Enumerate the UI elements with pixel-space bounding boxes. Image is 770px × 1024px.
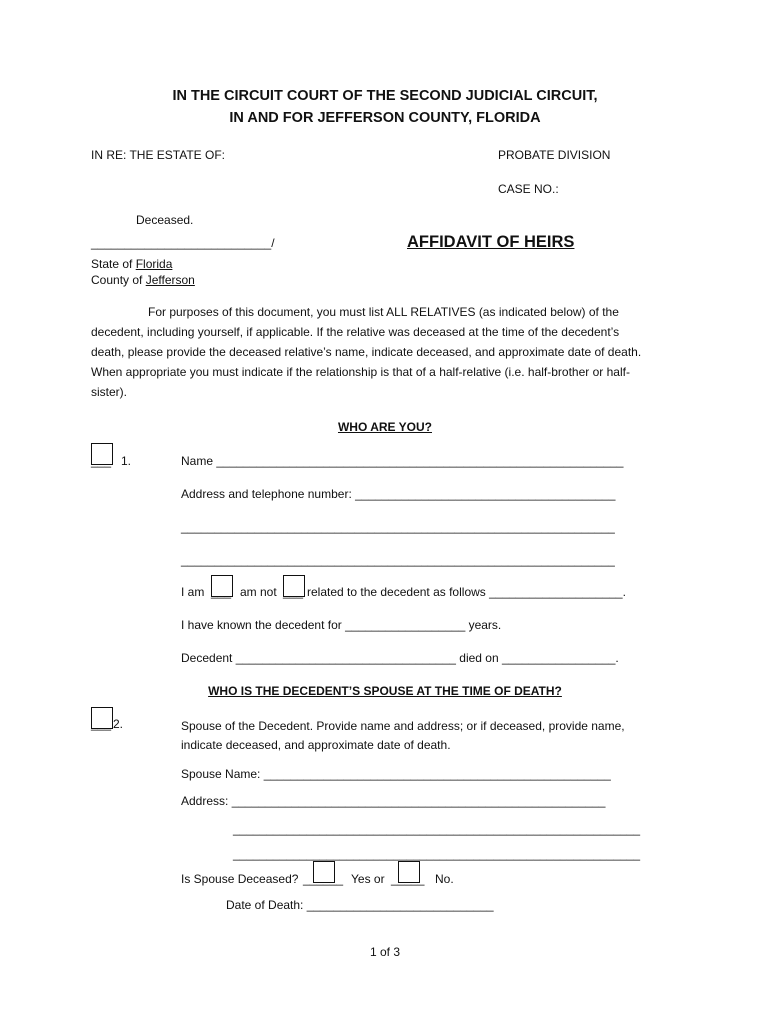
probate-division-label: PROBATE DIVISION [498,148,611,162]
section1-address-line-3[interactable]: _________________________________________________________________ [181,553,615,567]
am-blank: ___ [211,585,232,599]
spouse-address-line-2[interactable]: _____________________________________________________________ [233,822,641,836]
section1-number: 1. [121,454,132,468]
relationship-field[interactable]: related to the decedent as follows ____________________. [307,585,626,599]
decedent-death-field[interactable]: Decedent _________________________________ died on _________________. [181,651,619,665]
no-label: No. [435,872,454,886]
section1-address-line-2[interactable]: _________________________________________________________________ [181,520,615,534]
deceased-label: Deceased. [136,213,194,227]
estate-name-line: ___________________________/ [91,236,275,250]
section2-heading: WHO IS THE DECEDENT’S SPOUSE AT THE TIME OF DEATH? [208,684,562,698]
no-blank: _____ [391,872,425,886]
yes-blank: ______ [303,872,344,886]
document-title: AFFIDAVIT OF HEIRS [407,233,575,251]
am-not-label: am not [240,585,277,599]
section1-name-field[interactable]: Name _____________________________________________________________ [181,454,624,468]
section1-heading: WHO ARE YOU? [337,420,432,434]
county-prefix: County of [91,273,146,287]
county-value: Jefferson [145,273,195,287]
page-number: 1 of 3 [369,945,401,959]
section1-check-blank: ___ [91,454,112,468]
spouse-name-field[interactable]: Spouse Name: ____________________________________________________ [181,767,611,781]
court-title-line2: IN AND FOR JEFFERSON COUNTY, FLORIDA [229,110,541,126]
spouse-address-field[interactable]: Address: ________________________________________________________ [181,794,606,808]
court-title-line1: IN THE CIRCUIT COURT OF THE SECOND JUDICIAL CIRCUIT, [172,88,598,104]
section2-check-blank: ___ [91,717,112,731]
intro-paragraph [91,302,651,402]
county-line [91,273,195,287]
state-line [91,257,172,271]
yes-label: Yes or [351,872,385,886]
state-value: Florida [135,257,173,271]
not-blank: ___ [283,585,304,599]
in-re-label: IN RE: THE ESTATE OF: [91,148,226,162]
spouse-deceased-question: Is Spouse Deceased? [181,872,299,886]
intro-text: For purposes of this document, you must list ALL RELATIVES (as indicated below) of the decedent, including yourself, if applicable. If the relative was deceased at the time of the decedent’s death, please provide the deceased relative’s name, indicate deceased, and approximate date of death. When appropriate you must indicate if the relationship is that of a half-relative (i.e. half-brother or half-sister). [91,305,642,399]
section1-address-field[interactable]: Address and telephone number: _______________________________________ [181,487,616,501]
state-prefix: State of [91,257,136,271]
i-am-label: I am [181,585,205,599]
section2-number: 2. [113,717,124,731]
spouse-instructions: Spouse of the Decedent. Provide name and address; or if deceased, provide name, indicate deceased, and approximate date of death. [181,719,625,752]
spouse-address-line-3[interactable]: _____________________________________________________________ [233,847,641,861]
case-number-label: CASE NO.: [498,182,559,196]
spouse-date-of-death-field[interactable]: Date of Death: ____________________________ [226,898,494,912]
years-known-field[interactable]: I have known the decedent for __________________ years. [181,618,502,632]
